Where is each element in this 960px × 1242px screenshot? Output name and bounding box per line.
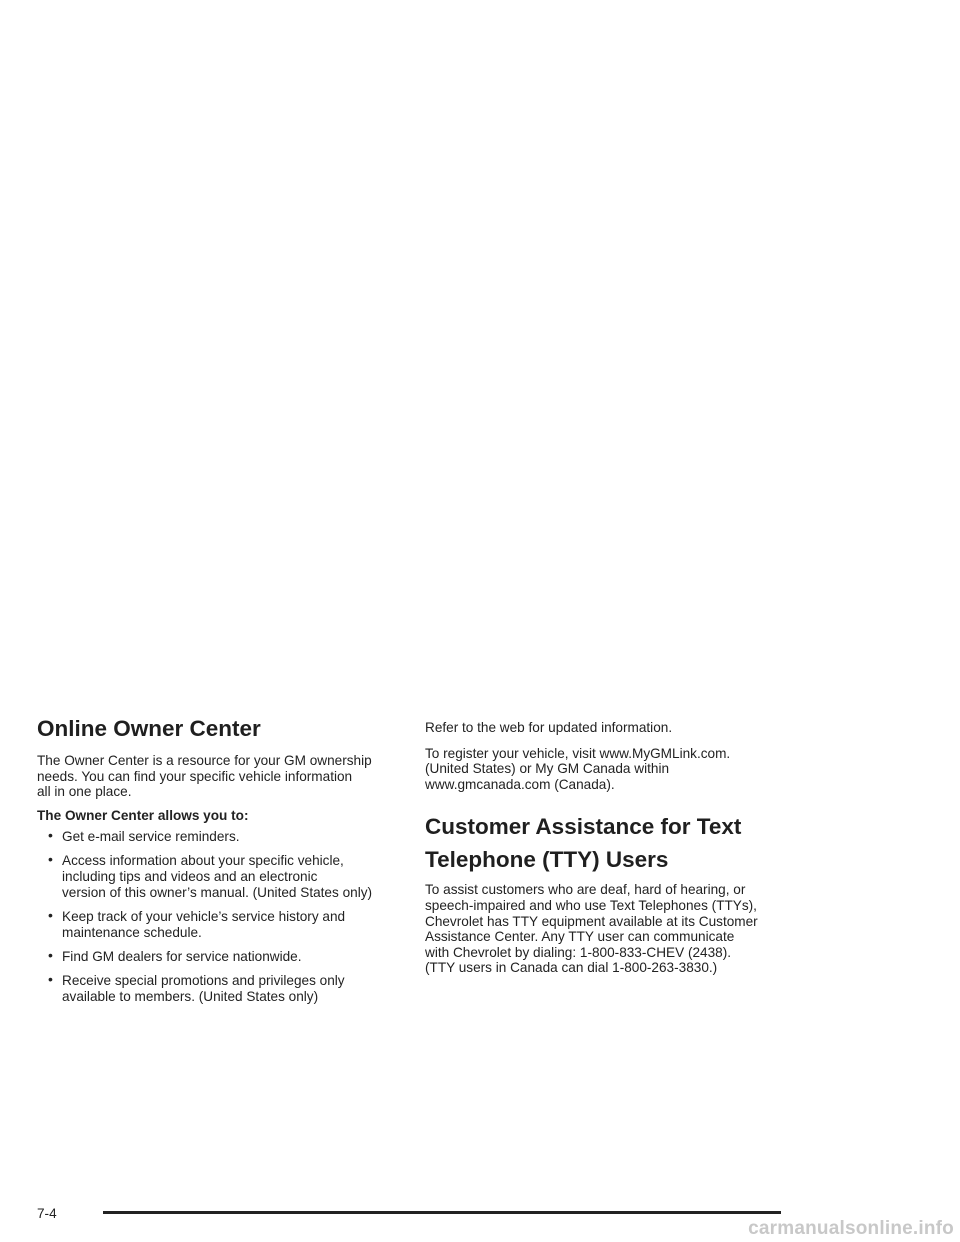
list-item (37, 829, 397, 845)
tty-body-line: Assistance Center. Any TTY user can communicate (425, 929, 735, 945)
tty-section-title (425, 812, 795, 874)
list-item (37, 949, 397, 965)
allows-heading: The Owner Center allows you to: (37, 807, 249, 823)
bullet-icon: • (48, 827, 53, 844)
owner-center-intro (37, 753, 397, 800)
watermark-text: carmanualsonline.info (748, 1218, 954, 1239)
tty-body-line: To assist customers who are deaf, hard of hearing, or (425, 882, 746, 898)
refer-line: Refer to the web for updated information. (425, 720, 673, 735)
bullet-icon: • (48, 971, 53, 988)
bullet-icon: • (48, 907, 53, 924)
list-item-line: Keep track of your vehicle’s service history and (62, 909, 346, 925)
list-item-line: Find GM dealers for service nationwide. (62, 949, 302, 965)
intro-line: needs. You can find your specific vehicle information (37, 768, 353, 784)
list-item-line: Receive special promotions and privileges only (62, 973, 345, 989)
tty-title-line: Customer Assistance for Text (425, 814, 742, 840)
register-line: To register your vehicle, visit www.MyGMLink.com. (425, 745, 731, 761)
tty-body-line: Chevrolet has TTY equipment available at its Customer (425, 913, 758, 929)
tty-body-line: speech-impaired and who use Text Telephones (TTYs), (425, 897, 757, 913)
register-text (425, 746, 795, 793)
owner-center-feature-list (37, 829, 397, 1005)
right-column (425, 714, 795, 984)
online-owner-center-title: Online Owner Center (37, 716, 261, 741)
list-item-line: including tips and videos and an electronic (62, 869, 318, 885)
left-column (37, 714, 397, 1013)
list-item-line: Access information about your specific vehicle, (62, 853, 344, 869)
list-item-line: version of this owner’s manual. (United States only) (62, 885, 373, 901)
register-line: www.gmcanada.com (Canada). (425, 776, 615, 792)
list-item (37, 973, 397, 1005)
bullet-icon: • (48, 947, 53, 964)
refer-web-text (425, 720, 795, 736)
list-item (37, 909, 397, 941)
list-item-line: Get e-mail service reminders. (62, 829, 240, 845)
tty-body-text (425, 882, 795, 976)
intro-line: all in one place. (37, 784, 132, 800)
tty-body-line: with Chevrolet by dialing: 1-800-833-CHEV (2438). (425, 944, 732, 960)
page-number: 7-4 (37, 1206, 57, 1221)
bullet-icon: • (48, 851, 53, 868)
list-item-line: maintenance schedule. (62, 925, 202, 941)
register-line: (United States) or My GM Canada within (425, 761, 670, 777)
tty-body-line: (TTY users in Canada can dial 1-800-263-3830.) (425, 960, 718, 976)
tty-title-line: Telephone (TTY) Users (425, 847, 669, 873)
footer-divider (103, 1211, 781, 1214)
list-item (37, 853, 397, 901)
intro-line: The Owner Center is a resource for your GM ownership (37, 753, 372, 768)
list-item-line: available to members. (United States only) (62, 989, 319, 1005)
